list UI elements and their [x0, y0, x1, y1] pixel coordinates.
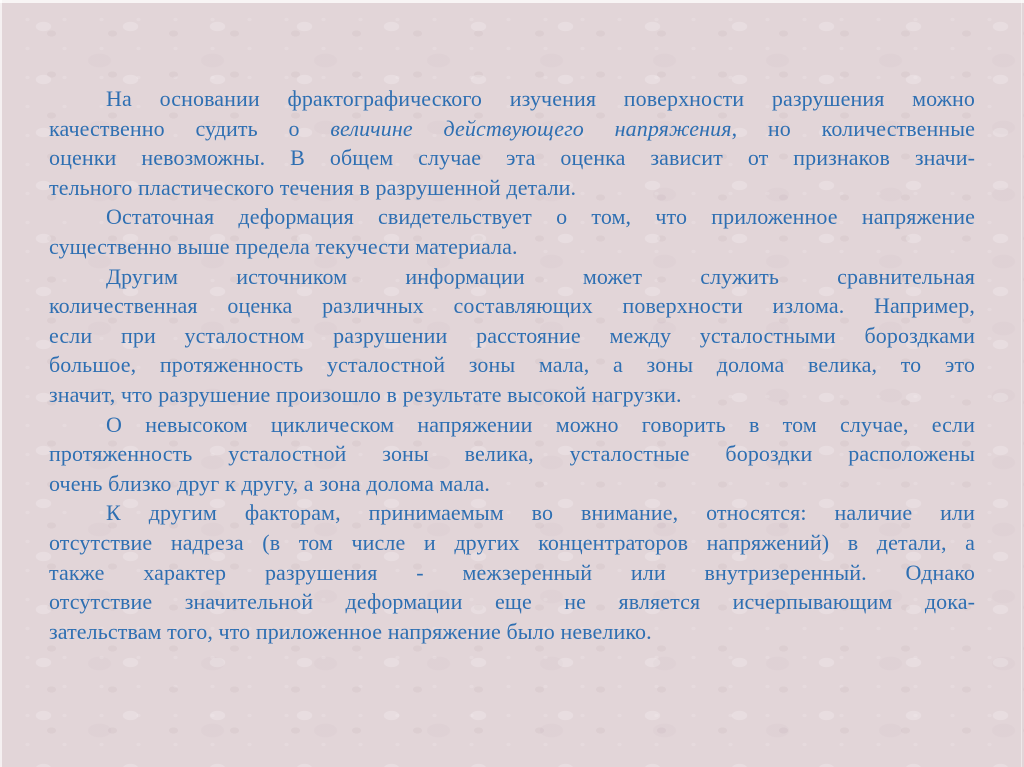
text-line — [49, 558, 975, 588]
text-segment: зательствам того, что приложенное напряжение было невелико. — [49, 618, 652, 644]
text-segment: также характер разрушения - межзеренный или внутризеренный. Однако — [49, 559, 975, 585]
text-line — [49, 84, 975, 114]
text-segment: , но количественные — [731, 115, 975, 141]
text-line — [49, 262, 975, 292]
text-line — [49, 528, 975, 558]
text-line — [49, 617, 975, 647]
text-line — [49, 410, 975, 440]
text-line — [49, 380, 975, 410]
text-segment: количественная оценка различных составляющих поверхности излома. Например, — [49, 293, 975, 319]
text-segment: О невысоком циклическом напряжении можно говорить в том случае, если — [106, 411, 975, 437]
text-line — [49, 321, 975, 351]
text-line — [49, 469, 975, 499]
slide-border-top — [0, 0, 1024, 3]
text-line — [49, 202, 975, 232]
text-line — [49, 143, 975, 173]
text-line — [49, 498, 975, 528]
text-segment: оценки невозможны. В общем случае эта оценка зависит от признаков значи- — [49, 145, 975, 171]
paragraph — [49, 498, 975, 646]
text-line — [49, 439, 975, 469]
slide-text — [49, 84, 975, 646]
italic-text-segment: величине действующего напряжения — [330, 115, 732, 141]
paragraph — [49, 262, 975, 410]
text-segment: качественно судить о — [49, 115, 331, 141]
text-segment: Другим источником информации может служить сравнительная — [106, 263, 975, 289]
text-line — [49, 587, 975, 617]
text-line — [49, 291, 975, 321]
text-segment: К другим факторам, принимаемым во внимание, относятся: наличие или — [106, 500, 975, 526]
text-segment: протяженность усталостной зоны велика, усталостные бороздки расположены — [49, 441, 975, 467]
slide-border-right — [1021, 0, 1022, 767]
text-segment: тельного пластического течения в разрушенной детали. — [49, 174, 577, 200]
text-line — [49, 350, 975, 380]
text-segment: существенно выше предела текучести материала. — [49, 233, 518, 259]
paragraph — [49, 84, 975, 202]
text-segment: большое, протяженность усталостной зоны мала, а зоны долома велика, то это — [49, 352, 975, 378]
text-segment: очень близко друг к другу, а зона долома мала. — [49, 470, 491, 496]
text-segment: отсутствие надреза (в том числе и других концентраторов напряжений) в детали, а — [49, 529, 975, 555]
paragraph — [49, 202, 975, 261]
text-line — [49, 173, 975, 203]
text-segment: если при усталостном разрушении расстояние между усталостными бороздками — [49, 322, 975, 348]
text-segment: отсутствие значительной деформации еще не является исчерпывающим дока- — [49, 589, 975, 615]
text-line — [49, 114, 975, 144]
text-segment: значит, что разрушение произошло в результате высокой нагрузки. — [49, 381, 682, 407]
text-segment: Остаточная деформация свидетельствует о том, что приложенное напряжение — [106, 204, 975, 230]
paragraph — [49, 410, 975, 499]
text-line — [49, 232, 975, 262]
text-segment: На основании фрактографического изучения поверхности разрушения можно — [106, 86, 975, 111]
slide-border-left — [0, 0, 2, 767]
